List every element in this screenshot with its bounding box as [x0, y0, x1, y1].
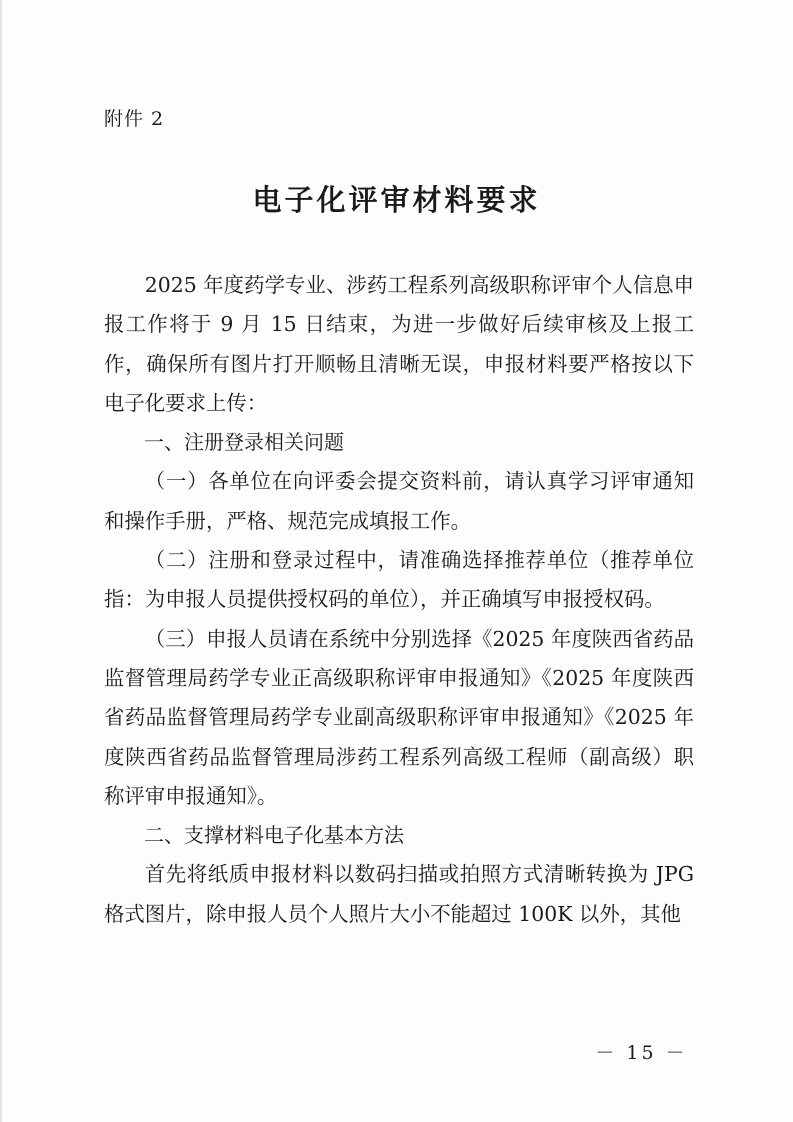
item-paragraph-2: （二）注册和登录过程中，请准确选择推荐单位（推荐单位指：为申报人员提供授权码的单位），并正确填写申报授权码。 — [104, 548, 694, 612]
attachment-label: 附件 2 — [104, 108, 165, 130]
section-heading-2: 二、支撑材料电子化基本方法 — [144, 823, 404, 848]
item-paragraph-3: （三）申报人员请在系统中分别选择《2025 年度陕西省药品监督管理局药学专业正高级职称评审申报通知》《2025 年度陕西省药品监督管理局药学专业副高级职称评审申报通知》《2025 年度陕西省药品监督管理局涉药工程系列高级工程师（副高级）职称评审申报通知》。 — [104, 626, 694, 808]
document-title: 电子化评审材料要求 — [252, 183, 541, 217]
section-heading-1: 一、注册登录相关问题 — [144, 430, 344, 455]
item-paragraph-1: （一）各单位在向评委会提交资料前，请认真学习评审通知和操作手册，严格、规范完成填报工作。 — [104, 469, 694, 533]
intro-paragraph: 2025 年度药学专业、涉药工程系列高级职称评审个人信息申报工作将于 9 月 15 日结束，为进一步做好后续审核及上报工作，确保所有图片打开顺畅且清晰无误，申报材料要严格按以下电子化要求上传： — [104, 273, 694, 415]
document-body — [104, 266, 694, 934]
page-number: － 15 － — [595, 1042, 688, 1064]
method-paragraph: 首先将纸质申报材料以数码扫描或拍照方式清晰转换为 JPG 格式图片，除申报人员个人照片大小不能超过 100K 以外，其他 — [104, 862, 694, 926]
scan-edge — [0, 0, 2, 1122]
